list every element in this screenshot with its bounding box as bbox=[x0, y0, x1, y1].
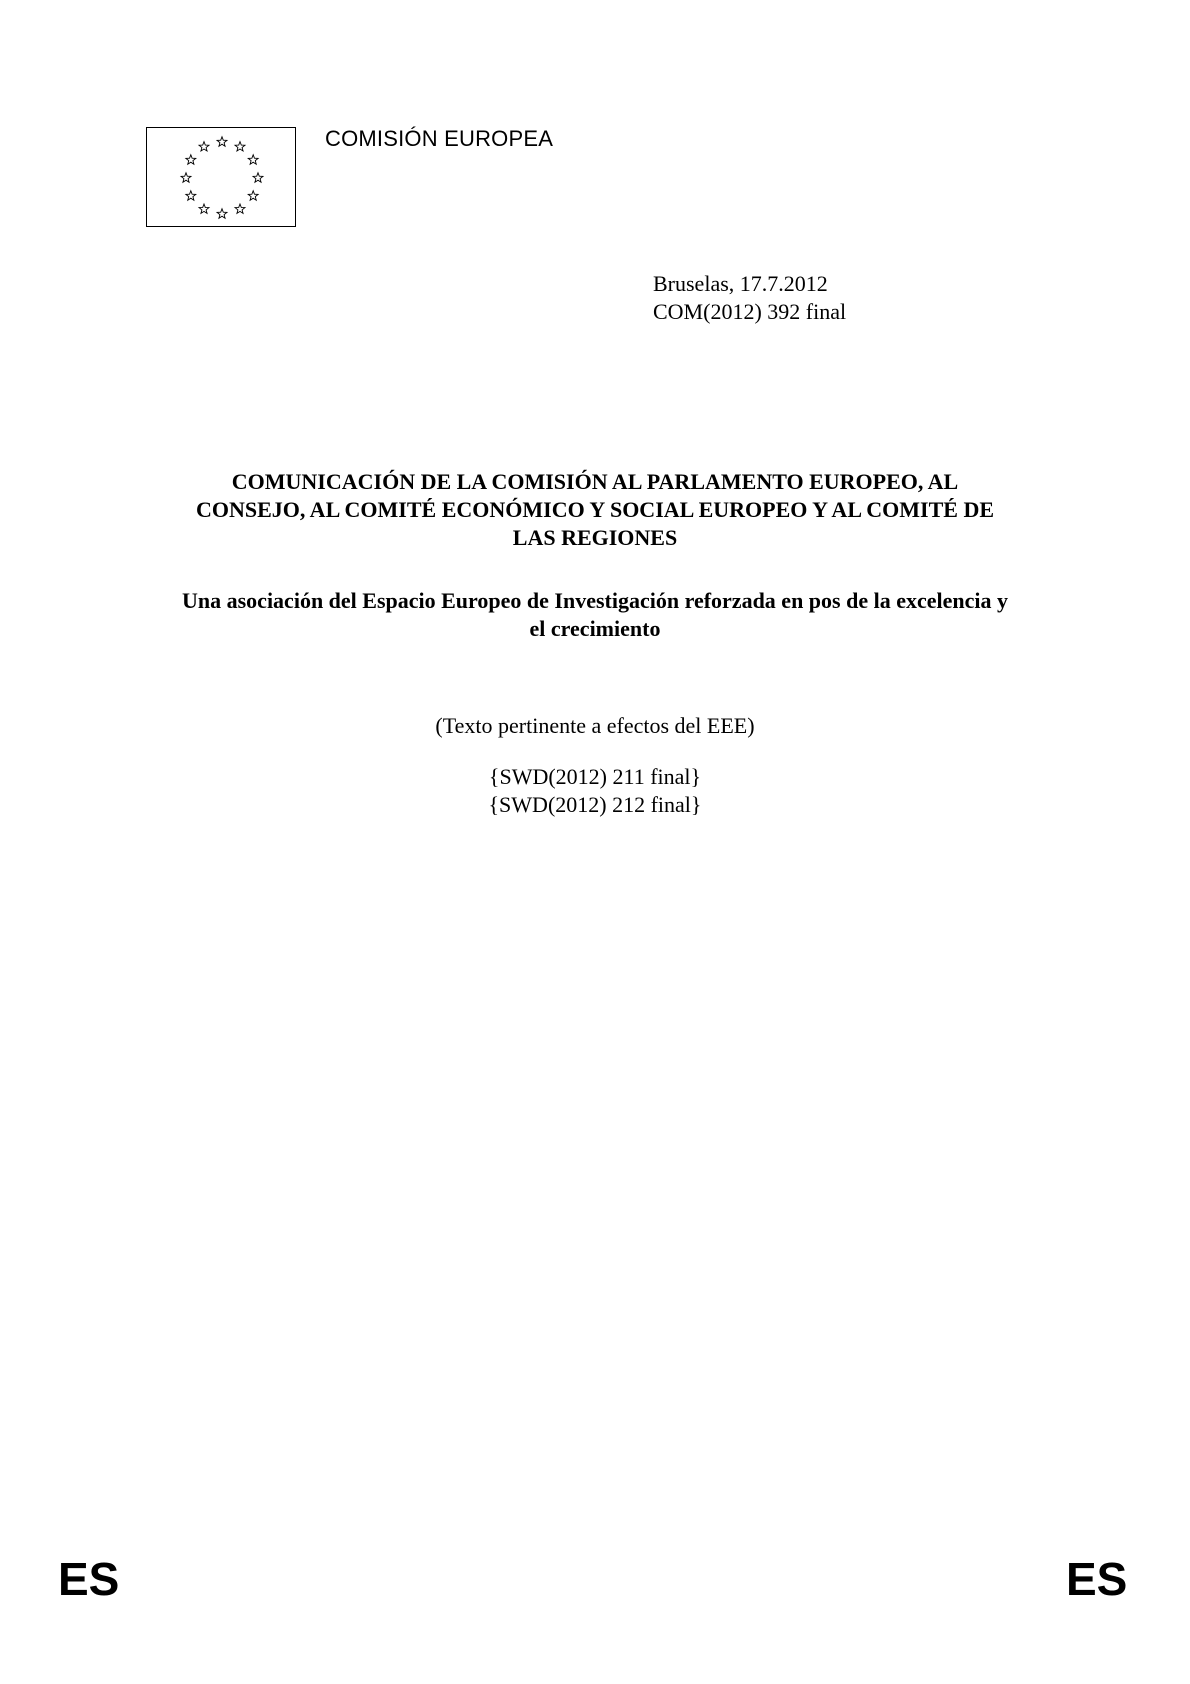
star-icon bbox=[217, 209, 227, 218]
reference-block bbox=[653, 270, 846, 326]
related-documents bbox=[130, 763, 1060, 819]
place-date: Bruselas, 17.7.2012 bbox=[653, 271, 828, 296]
document-subtitle bbox=[130, 587, 1060, 643]
star-icon bbox=[217, 137, 227, 146]
language-code-left: ES bbox=[58, 1553, 120, 1605]
star-icon bbox=[235, 204, 245, 213]
eee-relevance-note: (Texto pertinente a efectos del EEE) bbox=[435, 713, 755, 738]
star-icon bbox=[199, 142, 209, 151]
star-icon bbox=[199, 204, 209, 213]
subtitle-line: Una asociación del Espacio Europeo de Investigación reforzada en pos de la excelencia y bbox=[182, 588, 1008, 613]
document-code: COM(2012) 392 final bbox=[653, 299, 847, 324]
subtitle-line: el crecimiento bbox=[529, 616, 661, 641]
star-icon bbox=[248, 191, 258, 200]
star-icon bbox=[253, 173, 263, 182]
title-line: LAS REGIONES bbox=[512, 525, 678, 550]
star-icon bbox=[186, 155, 196, 164]
star-icon bbox=[186, 191, 196, 200]
star-icon bbox=[235, 142, 245, 151]
star-icon bbox=[181, 173, 191, 182]
related-document: {SWD(2012) 211 final} bbox=[488, 764, 702, 789]
eu-flag-stars-icon bbox=[147, 128, 297, 228]
eu-logo-box bbox=[146, 127, 296, 227]
organization-name: COMISIÓN EUROPEA bbox=[325, 126, 554, 151]
title-line: COMUNICACIÓN DE LA COMISIÓN AL PARLAMENTO EUROPEO, AL bbox=[231, 469, 959, 494]
title-line: CONSEJO, AL COMITÉ ECONÓMICO Y SOCIAL EUROPEO Y AL COMITÉ DE bbox=[195, 497, 995, 522]
star-icon bbox=[248, 155, 258, 164]
document-title bbox=[130, 468, 1060, 552]
language-code-right: ES bbox=[1066, 1553, 1128, 1605]
related-document: {SWD(2012) 212 final} bbox=[488, 792, 702, 817]
